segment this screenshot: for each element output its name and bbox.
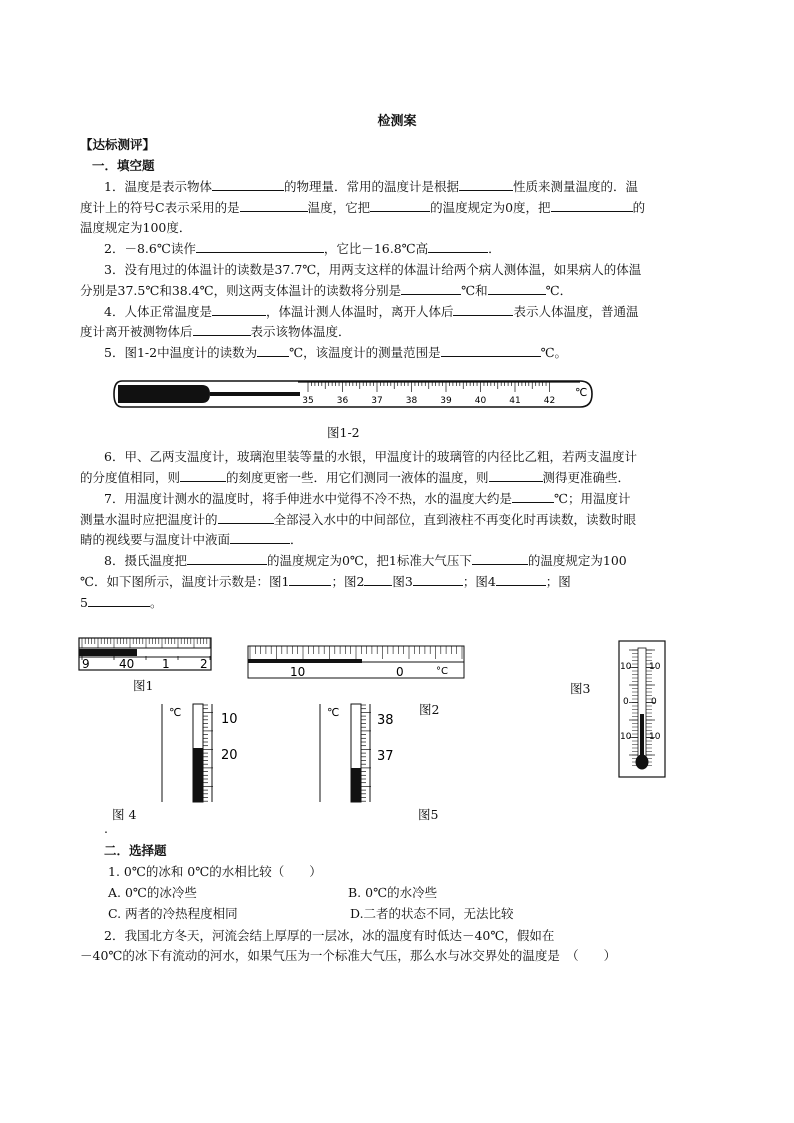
answer-blank[interactable] — [364, 573, 392, 586]
q2-line: 2．－8.6℃读作 ，它比－16.8℃高 ． — [104, 241, 501, 256]
answer-blank[interactable] — [489, 469, 543, 482]
tick-label: 37 — [371, 396, 383, 406]
figure-3-thermometer — [618, 640, 666, 778]
answer-blank[interactable] — [193, 323, 251, 336]
section-label: 【达标测评】 — [80, 137, 156, 152]
liquid-column — [640, 714, 644, 758]
answer-blank[interactable] — [240, 199, 308, 212]
answer-blank[interactable] — [257, 344, 289, 357]
liquid-column — [193, 748, 203, 802]
figure-1-caption: 图1 — [133, 678, 154, 693]
answer-blank[interactable] — [187, 552, 267, 565]
answer-blank[interactable] — [230, 531, 290, 544]
p2-q1-stem: 1. 0℃的冰和 0℃的水相比较（ ） — [108, 864, 322, 879]
mercury-bulb — [118, 385, 210, 403]
answer-blank[interactable] — [180, 469, 226, 482]
liquid-column — [79, 649, 137, 656]
q7-line1: 7．用温度计测水的温度时，将手伸进水中觉得不冷不热，水的温度大约是 ℃；用温度计 — [104, 491, 631, 506]
figure-4-caption: 图 4 — [112, 807, 137, 822]
unit-label: ℃ — [327, 706, 340, 719]
q8-line3: 5 。 — [80, 595, 163, 610]
mercury-column — [210, 392, 300, 396]
figure-2-caption: 图2 — [419, 702, 440, 717]
answer-blank[interactable] — [472, 552, 528, 565]
tick-label: 36 — [336, 396, 349, 406]
figure-3-caption: 图3 — [570, 681, 591, 696]
figure-1-thermometer — [76, 634, 216, 674]
q3-line1: 3．没有甩过的体温计的读数是37.7℃，用两支这样的体温计给两个病人测体温，如果病人的体温 — [104, 262, 642, 277]
q1-line3: 温度规定为100度． — [80, 220, 192, 235]
scale-label: 10 — [290, 665, 306, 679]
figure-1-2-caption: 图1-2 — [327, 425, 360, 440]
answer-blank[interactable] — [88, 594, 150, 607]
p2-q1-option-b[interactable]: B. 0℃的水冷些 — [348, 885, 438, 900]
scale-label: 10 — [620, 662, 632, 672]
figure-5-caption: 图5 — [418, 807, 439, 822]
unit-label: °C — [436, 666, 448, 677]
p2-q1-option-c[interactable]: C. 两者的冷热程度相同 — [108, 906, 238, 921]
q4-line2: 度计离开被测物体后 表示该物体温度． — [80, 324, 351, 339]
answer-blank[interactable] — [289, 573, 331, 586]
stray-dot: . — [104, 821, 108, 836]
answer-blank[interactable] — [413, 573, 463, 586]
answer-blank[interactable] — [196, 240, 324, 253]
tick-label: 40 — [474, 396, 487, 406]
scale-label: 0 — [623, 697, 629, 707]
q7-line3: 睛的视线要与温度计中液面 ． — [80, 532, 303, 547]
page-title: 检测案 — [377, 114, 417, 129]
q1-line2: 度计上的符号C表示采用的是 温度，它把 的温度规定为0度，把 的 — [80, 200, 646, 215]
q8-line2: ℃．如下图所示，温度计示数是：图1 ；图2 图3 ；图4 ；图 — [80, 574, 571, 589]
q8-line1: 8．摄氏温度把 的温度规定为0℃，把1标准大气压下 的温度规定为100 — [104, 553, 627, 568]
scale-label: 10 — [221, 712, 238, 727]
scale-label: 2 — [200, 657, 208, 671]
answer-blank[interactable] — [512, 490, 554, 503]
scale-label: 10 — [649, 662, 661, 672]
p2-q2-line2: －40℃的冰下有流动的河水，如果气压为一个标准大气压，那么水与冰交界处的温度是 （ ） — [80, 948, 617, 963]
scale-label: 38 — [377, 713, 394, 728]
figure-2-thermometer — [246, 642, 466, 684]
answer-blank[interactable] — [370, 199, 430, 212]
p2-q1-option-d[interactable]: D.二者的状态不同，无法比较 — [350, 906, 514, 921]
figure-4-thermometer — [160, 702, 250, 804]
tick-label: 39 — [440, 396, 452, 406]
q3-line2: 分别是37.5℃和38.4℃，则这两支体温计的读数将分别是 ℃和 ℃． — [80, 283, 573, 298]
liquid-column — [248, 659, 362, 663]
scale-label: 0 — [651, 697, 657, 707]
answer-blank[interactable] — [488, 282, 546, 295]
part2-heading: 二．选择题 — [104, 843, 167, 858]
answer-blank[interactable] — [428, 240, 488, 253]
tick-label: 38 — [405, 396, 418, 406]
answer-blank[interactable] — [212, 303, 266, 316]
answer-blank[interactable] — [459, 178, 513, 191]
unit-label: ℃ — [575, 386, 588, 399]
q6-line1: 6．甲、乙两支温度计，玻璃泡里装等量的水银，甲温度计的玻璃管的内径比乙粗，若两支温度计 — [104, 449, 637, 464]
answer-blank[interactable] — [441, 344, 541, 357]
figure-5-thermometer — [318, 702, 408, 804]
scale-label: 1 — [162, 657, 170, 671]
unit-label: ℃ — [169, 706, 182, 719]
answer-blank[interactable] — [212, 178, 284, 191]
answer-blank[interactable] — [496, 573, 546, 586]
answer-blank[interactable] — [401, 282, 461, 295]
q1-line1: 1．温度是表示物体 的物理量．常用的温度计是根据 性质来测量温度的．温 — [104, 179, 638, 194]
answer-blank[interactable] — [453, 303, 513, 316]
tick-label: 41 — [509, 396, 521, 406]
p2-q1-option-a[interactable]: A. 0℃的冰冷些 — [108, 885, 197, 900]
q6-line2: 的分度值相同，则 的刻度更密一些．用它们测同一液体的温度，则 测得更准确些． — [80, 470, 631, 485]
part1-heading: 一．填空题 — [92, 158, 155, 173]
liquid-column — [351, 768, 361, 802]
scale-label: 20 — [221, 748, 238, 763]
answer-blank[interactable] — [551, 199, 633, 212]
figure-1-2-thermometer — [110, 374, 594, 414]
scale-label: 0 — [396, 665, 404, 679]
q5-line: 5．图1-2中温度计的读数为 ℃，该温度计的测量范围是 ℃。 — [104, 345, 568, 360]
scale-label: 37 — [377, 749, 394, 764]
tick-label: 42 — [543, 396, 556, 406]
scale-label: 10 — [649, 732, 661, 742]
tick-label: 35 — [302, 396, 314, 406]
answer-blank[interactable] — [218, 511, 274, 524]
scale-label: 40 — [119, 657, 135, 671]
q7-line2: 测量水温时应把温度计的 全部浸入水中的中间部位，直到液柱不再变化时再读数，读数时眼 — [80, 512, 637, 527]
scale-label: 9 — [82, 657, 90, 671]
scale-label: 10 — [620, 732, 632, 742]
q4-line1: 4．人体正常温度是 ，体温计测人体温时，离开人体后 表示人体温度，普通温 — [104, 304, 639, 319]
p2-q2-line1: 2．我国北方冬天，河流会结上厚厚的一层冰，冰的温度有时低达－40℃，假如在 — [104, 928, 555, 943]
